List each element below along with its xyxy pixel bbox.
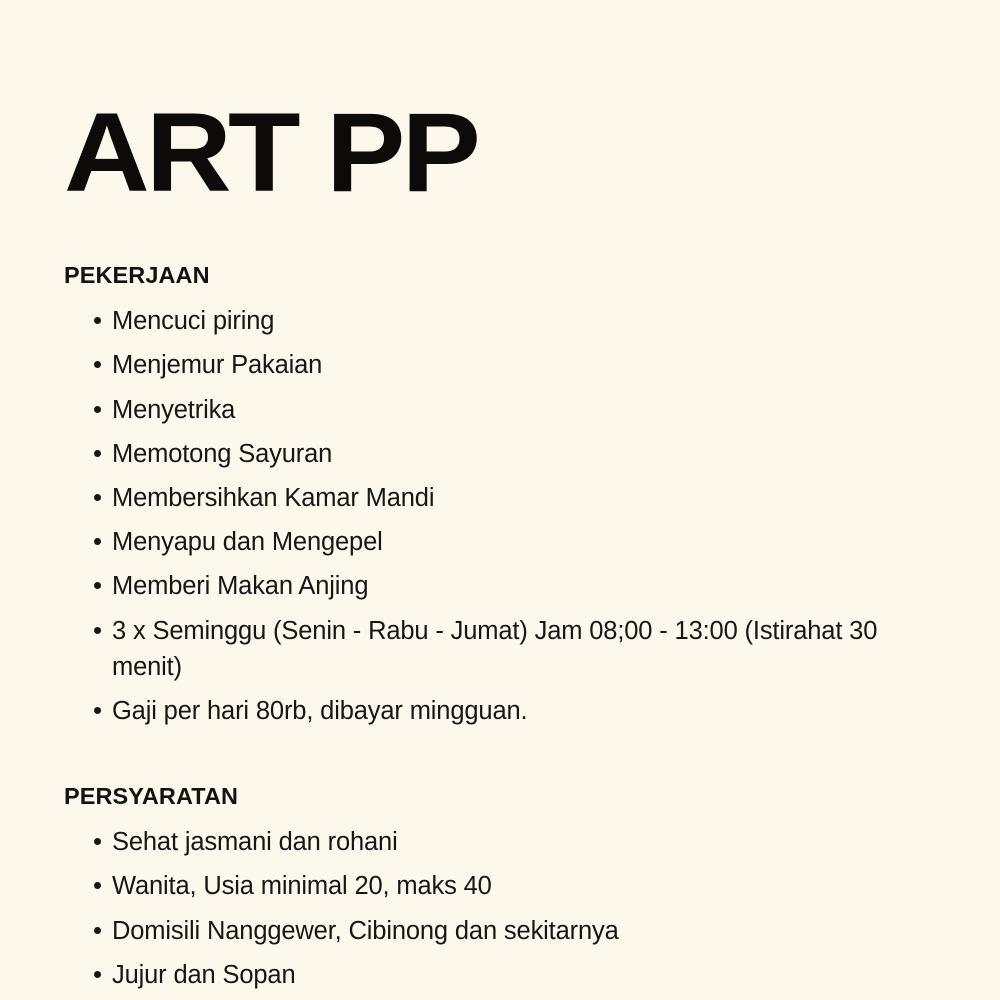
- requirements-list: [64, 810, 936, 993]
- section-pekerjaan: [64, 210, 936, 729]
- list-item: Menyapu dan Mengepel: [64, 524, 927, 560]
- page-title: ART PP: [64, 90, 478, 215]
- section-persyaratan: [64, 737, 936, 993]
- list-item: Gaji per hari 80rb, dibayar mingguan.: [64, 693, 927, 729]
- list-item: Sehat jasmani dan rohani: [64, 824, 927, 860]
- list-item: Menyetrika: [64, 392, 927, 428]
- list-item: Mencuci piring: [64, 303, 927, 339]
- list-item: Memotong Sayuran: [64, 436, 927, 472]
- section-heading-persyaratan: PERSYARATAN: [64, 783, 239, 810]
- list-item: Domisili Nanggewer, Cibinong dan sekitarnya: [64, 913, 927, 949]
- section-heading-pekerjaan: PEKERJAAN: [64, 262, 210, 289]
- list-item: Wanita, Usia minimal 20, maks 40: [64, 868, 927, 904]
- list-item: Memberi Makan Anjing: [64, 568, 927, 604]
- list-item: Membersihkan Kamar Mandi: [64, 480, 927, 516]
- job-duties-list: [64, 289, 936, 729]
- list-item: Jujur dan Sopan: [64, 957, 927, 993]
- list-item: 3 x Seminggu (Senin - Rabu - Jumat) Jam 08;00 - 13:00 (Istirahat 30 menit): [64, 613, 927, 685]
- list-item: Menjemur Pakaian: [64, 347, 927, 383]
